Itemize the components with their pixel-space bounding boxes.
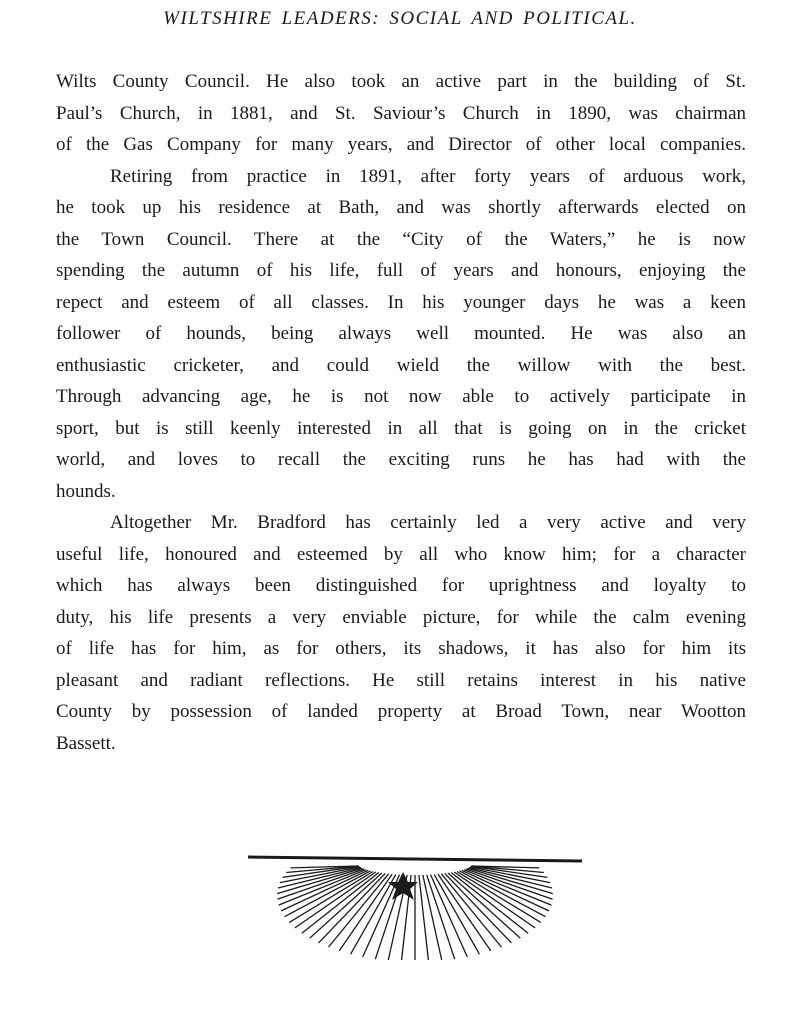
ornament-ray: [285, 871, 371, 917]
text-line: repect and esteem of all classes. In his younger days he was a keen: [56, 291, 746, 313]
ornament-ray: [419, 875, 429, 960]
ornament-ray: [460, 871, 546, 917]
text-line: of the Gas Company for many years, and Director of other local companies.: [56, 134, 746, 155]
paragraph-2: [56, 161, 746, 508]
text-line: hounds.: [56, 480, 116, 502]
ornament-ray: [289, 872, 373, 923]
text-line: Bassett.: [56, 732, 116, 754]
text-line: the Town Council. There at the “City of the Waters,” he is now: [56, 228, 746, 250]
text-line: sport, but is still keenly interested in all that is going on in the cricket: [56, 417, 746, 439]
text-line: County by possession of landed property at Broad Town, near Wootton: [56, 701, 746, 722]
paragraph-1: [56, 66, 746, 161]
text-line: useful life, honoured and esteemed by all who know him; for a character: [56, 543, 746, 565]
text-line: Altogether Mr. Bradford has certainly led a very active and very: [110, 512, 746, 533]
body-text: [56, 66, 746, 759]
text-line: Through advancing age, he is not now able to actively participate in: [56, 386, 746, 407]
text-line: Paul’s Church, in 1881, and St. Saviour’s Church in 1890, was chairman: [56, 102, 746, 124]
text-line: of life has for him, as for others, its shadows, it has also for him its: [56, 638, 746, 659]
ornament-ray: [457, 872, 541, 923]
text-line: Retiring from practice in 1891, after forty years of arduous work,: [110, 165, 746, 187]
ornament-ray: [423, 875, 442, 960]
text-line: world, and loves to recall the exciting runs he has had with the: [56, 449, 746, 470]
tailpiece-ornament-icon: [248, 852, 582, 962]
text-line: pleasant and radiant reflections. He still retains interest in his native: [56, 669, 746, 691]
text-line: which has always been distinguished for uprightness and loyalty to: [56, 575, 746, 596]
text-line: spending the autumn of his life, full of years and honours, enjoying the: [56, 260, 746, 281]
text-line: duty, his life presents a very enviable picture, for while the calm evening: [56, 606, 746, 628]
ornament-ray: [431, 875, 468, 957]
text-line: Wilts County Council. He also took an active part in the building of St.: [56, 71, 746, 92]
paragraph-3: [56, 507, 746, 759]
text-line: he took up his residence at Bath, and was shortly afterwards elected on: [56, 197, 746, 218]
text-line: enthusiastic cricketer, and could wield the willow with the best.: [56, 354, 746, 376]
running-head: WILTSHIRE LEADERS: SOCIAL AND POLITICAL.: [163, 8, 637, 29]
ornament-ray: [427, 875, 455, 959]
text-line: follower of hounds, being always well mounted. He was also an: [56, 323, 746, 344]
